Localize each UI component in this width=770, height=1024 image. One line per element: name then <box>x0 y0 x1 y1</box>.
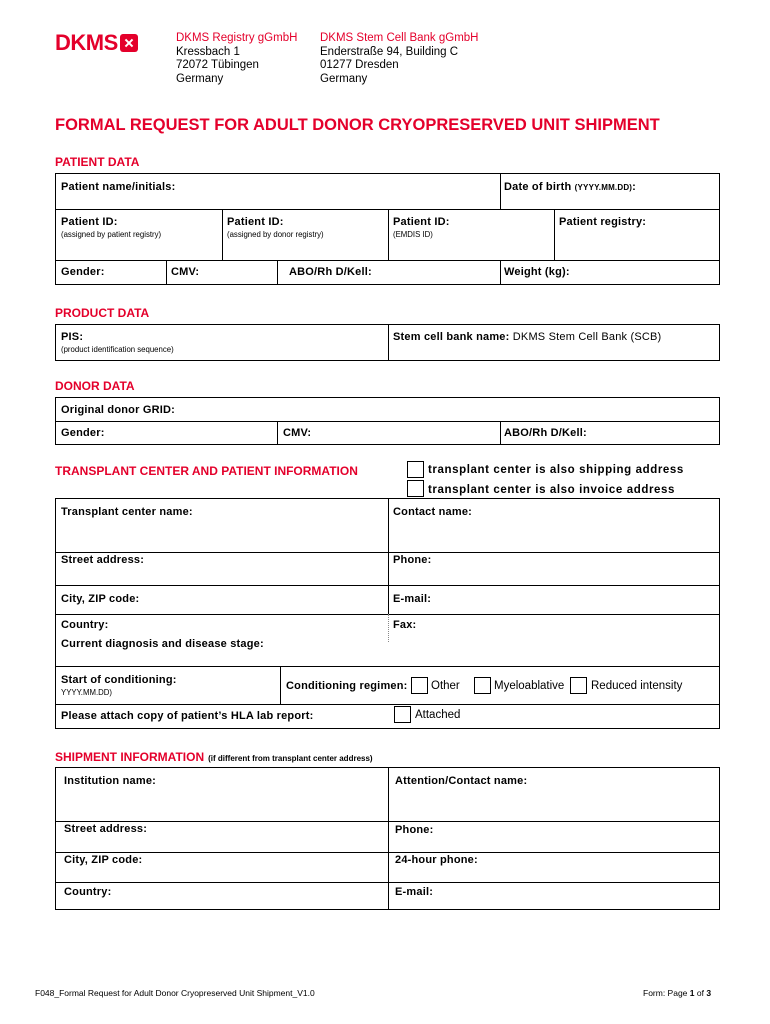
patient-id-emdis-field[interactable]: Patient ID: <box>393 216 450 228</box>
patient-id-registry-sub: (assigned by patient registry) <box>61 230 162 239</box>
ship-city-field[interactable]: City, ZIP code: <box>64 854 143 866</box>
page-prefix: Form: Page <box>643 988 688 998</box>
patient-data-heading: PATIENT DATA <box>55 155 140 169</box>
bank-address <box>320 32 479 86</box>
stem-cell-bank-field <box>393 331 661 343</box>
conditioning-regimen-label: Conditioning regimen: <box>286 680 408 692</box>
page-total: 3 <box>706 988 712 998</box>
patient-id-donor-field[interactable]: Patient ID: <box>227 216 284 228</box>
registry-name: DKMS Registry gGmbH <box>176 32 298 44</box>
ship-email-field[interactable]: E-mail: <box>395 886 434 898</box>
page-title: FORMAL REQUEST FOR ADULT DONOR CRYOPRESERVED UNIT SHIPMENT <box>55 116 660 134</box>
patient-abo-field[interactable]: ABO/Rh D/Kell: <box>289 266 372 278</box>
dkms-logo <box>55 32 138 54</box>
donor-data-heading: DONOR DATA <box>55 379 135 393</box>
tc-fax-field[interactable]: Fax: <box>393 619 417 631</box>
page-of: of <box>696 988 704 998</box>
shipping-address-checkbox[interactable] <box>407 461 424 478</box>
patient-data-table <box>55 173 720 285</box>
patient-registry-field[interactable]: Patient registry: <box>559 216 647 228</box>
hla-attached-checkbox[interactable] <box>394 706 411 723</box>
transplant-center-table <box>55 498 720 729</box>
regimen-myeloablative-label: Myeloablative <box>494 680 565 692</box>
product-data-heading: PRODUCT DATA <box>55 306 150 320</box>
attention-contact-field[interactable]: Attention/Contact name: <box>395 775 528 787</box>
conditioning-start-sub: YYYY.MM.DD) <box>61 688 112 697</box>
dob-label: Date of birth <box>504 181 572 193</box>
shipment-heading-text: SHIPMENT INFORMATION <box>55 750 205 764</box>
donor-data-table <box>55 397 720 445</box>
shipment-table <box>55 767 720 910</box>
dob-format: (YYYY.MM.DD) <box>574 183 633 192</box>
invoice-address-checkbox[interactable] <box>407 480 424 497</box>
shipment-heading-note: (if different from transplant center address) <box>208 754 373 763</box>
product-data-table <box>55 324 720 361</box>
logo-cross-icon <box>120 34 138 52</box>
institution-name-field[interactable]: Institution name: <box>64 775 157 787</box>
patient-id-emdis-sub: (EMDIS ID) <box>393 230 433 239</box>
bank-label: Stem cell bank name: <box>393 331 510 343</box>
registry-country: Germany <box>176 72 224 85</box>
tc-email-field[interactable]: E-mail: <box>393 593 432 605</box>
regimen-other-label: Other <box>431 680 460 692</box>
bank-name: DKMS Stem Cell Bank gGmbH <box>320 32 479 44</box>
donor-grid-field[interactable]: Original donor GRID: <box>61 404 175 416</box>
patient-name-field[interactable]: Patient name/initials: <box>61 181 176 193</box>
transplant-center-name-field[interactable]: Transplant center name: <box>61 506 193 518</box>
invoice-address-label: transplant center is also invoice address <box>428 484 676 496</box>
ship-phone-field[interactable]: Phone: <box>395 824 434 836</box>
hla-attached-label: Attached <box>415 709 461 721</box>
tc-phone-field[interactable]: Phone: <box>393 554 432 566</box>
ship-country-field[interactable]: Country: <box>64 886 112 898</box>
donor-gender-field[interactable]: Gender: <box>61 427 105 439</box>
bank-value: DKMS Stem Cell Bank (SCB) <box>512 331 662 343</box>
contact-name-field[interactable]: Contact name: <box>393 506 472 518</box>
footer-doc-id: F048_Formal Request for Adult Donor Cryopreserved Unit Shipment_V1.0 <box>35 988 315 998</box>
shipping-address-label: transplant center is also shipping address <box>428 464 684 476</box>
patient-id-donor-sub: (assigned by donor registry) <box>227 230 324 239</box>
registry-city: 72072 Tübingen <box>176 59 259 71</box>
patient-weight-field[interactable]: Weight (kg): <box>504 266 570 278</box>
patient-id-registry-field[interactable]: Patient ID: <box>61 216 118 228</box>
footer-page-number <box>643 988 711 998</box>
tc-country-field[interactable]: Country: <box>61 619 109 631</box>
patient-cmv-field[interactable]: CMV: <box>171 266 200 278</box>
regimen-reduced-checkbox[interactable] <box>570 677 587 694</box>
bank-street: Enderstraße 94, Building C <box>320 45 459 58</box>
pis-sub: (product identification sequence) <box>61 345 174 354</box>
conditioning-start-field[interactable]: Start of conditioning: <box>61 674 177 686</box>
tc-city-field[interactable]: City, ZIP code: <box>61 593 140 605</box>
hla-report-label: Please attach copy of patient’s HLA lab report: <box>61 710 314 722</box>
logo-text: DKMS <box>55 30 118 55</box>
transplant-center-heading: TRANSPLANT CENTER AND PATIENT INFORMATION <box>55 464 358 478</box>
bank-city: 01277 Dresden <box>320 59 399 71</box>
donor-abo-field[interactable]: ABO/Rh D/Kell: <box>504 427 587 439</box>
bank-country: Germany <box>320 72 368 85</box>
shipment-heading <box>55 750 373 764</box>
registry-street: Kressbach 1 <box>176 45 240 58</box>
date-of-birth-field[interactable] <box>504 181 636 193</box>
pis-field[interactable]: PIS: <box>61 331 84 343</box>
page-current: 1 <box>689 988 695 998</box>
regimen-myeloablative-checkbox[interactable] <box>474 677 491 694</box>
donor-cmv-field[interactable]: CMV: <box>283 427 312 439</box>
regimen-reduced-label: Reduced intensity <box>591 680 683 692</box>
registry-address <box>176 32 297 86</box>
ship-street-field[interactable]: Street address: <box>64 823 148 835</box>
diagnosis-field[interactable]: Current diagnosis and disease stage: <box>61 638 264 650</box>
ship-24h-phone-field[interactable]: 24-hour phone: <box>395 854 478 866</box>
regimen-other-checkbox[interactable] <box>411 677 428 694</box>
tc-street-field[interactable]: Street address: <box>61 554 145 566</box>
patient-gender-field[interactable]: Gender: <box>61 266 105 278</box>
dob-colon: : <box>632 181 637 193</box>
